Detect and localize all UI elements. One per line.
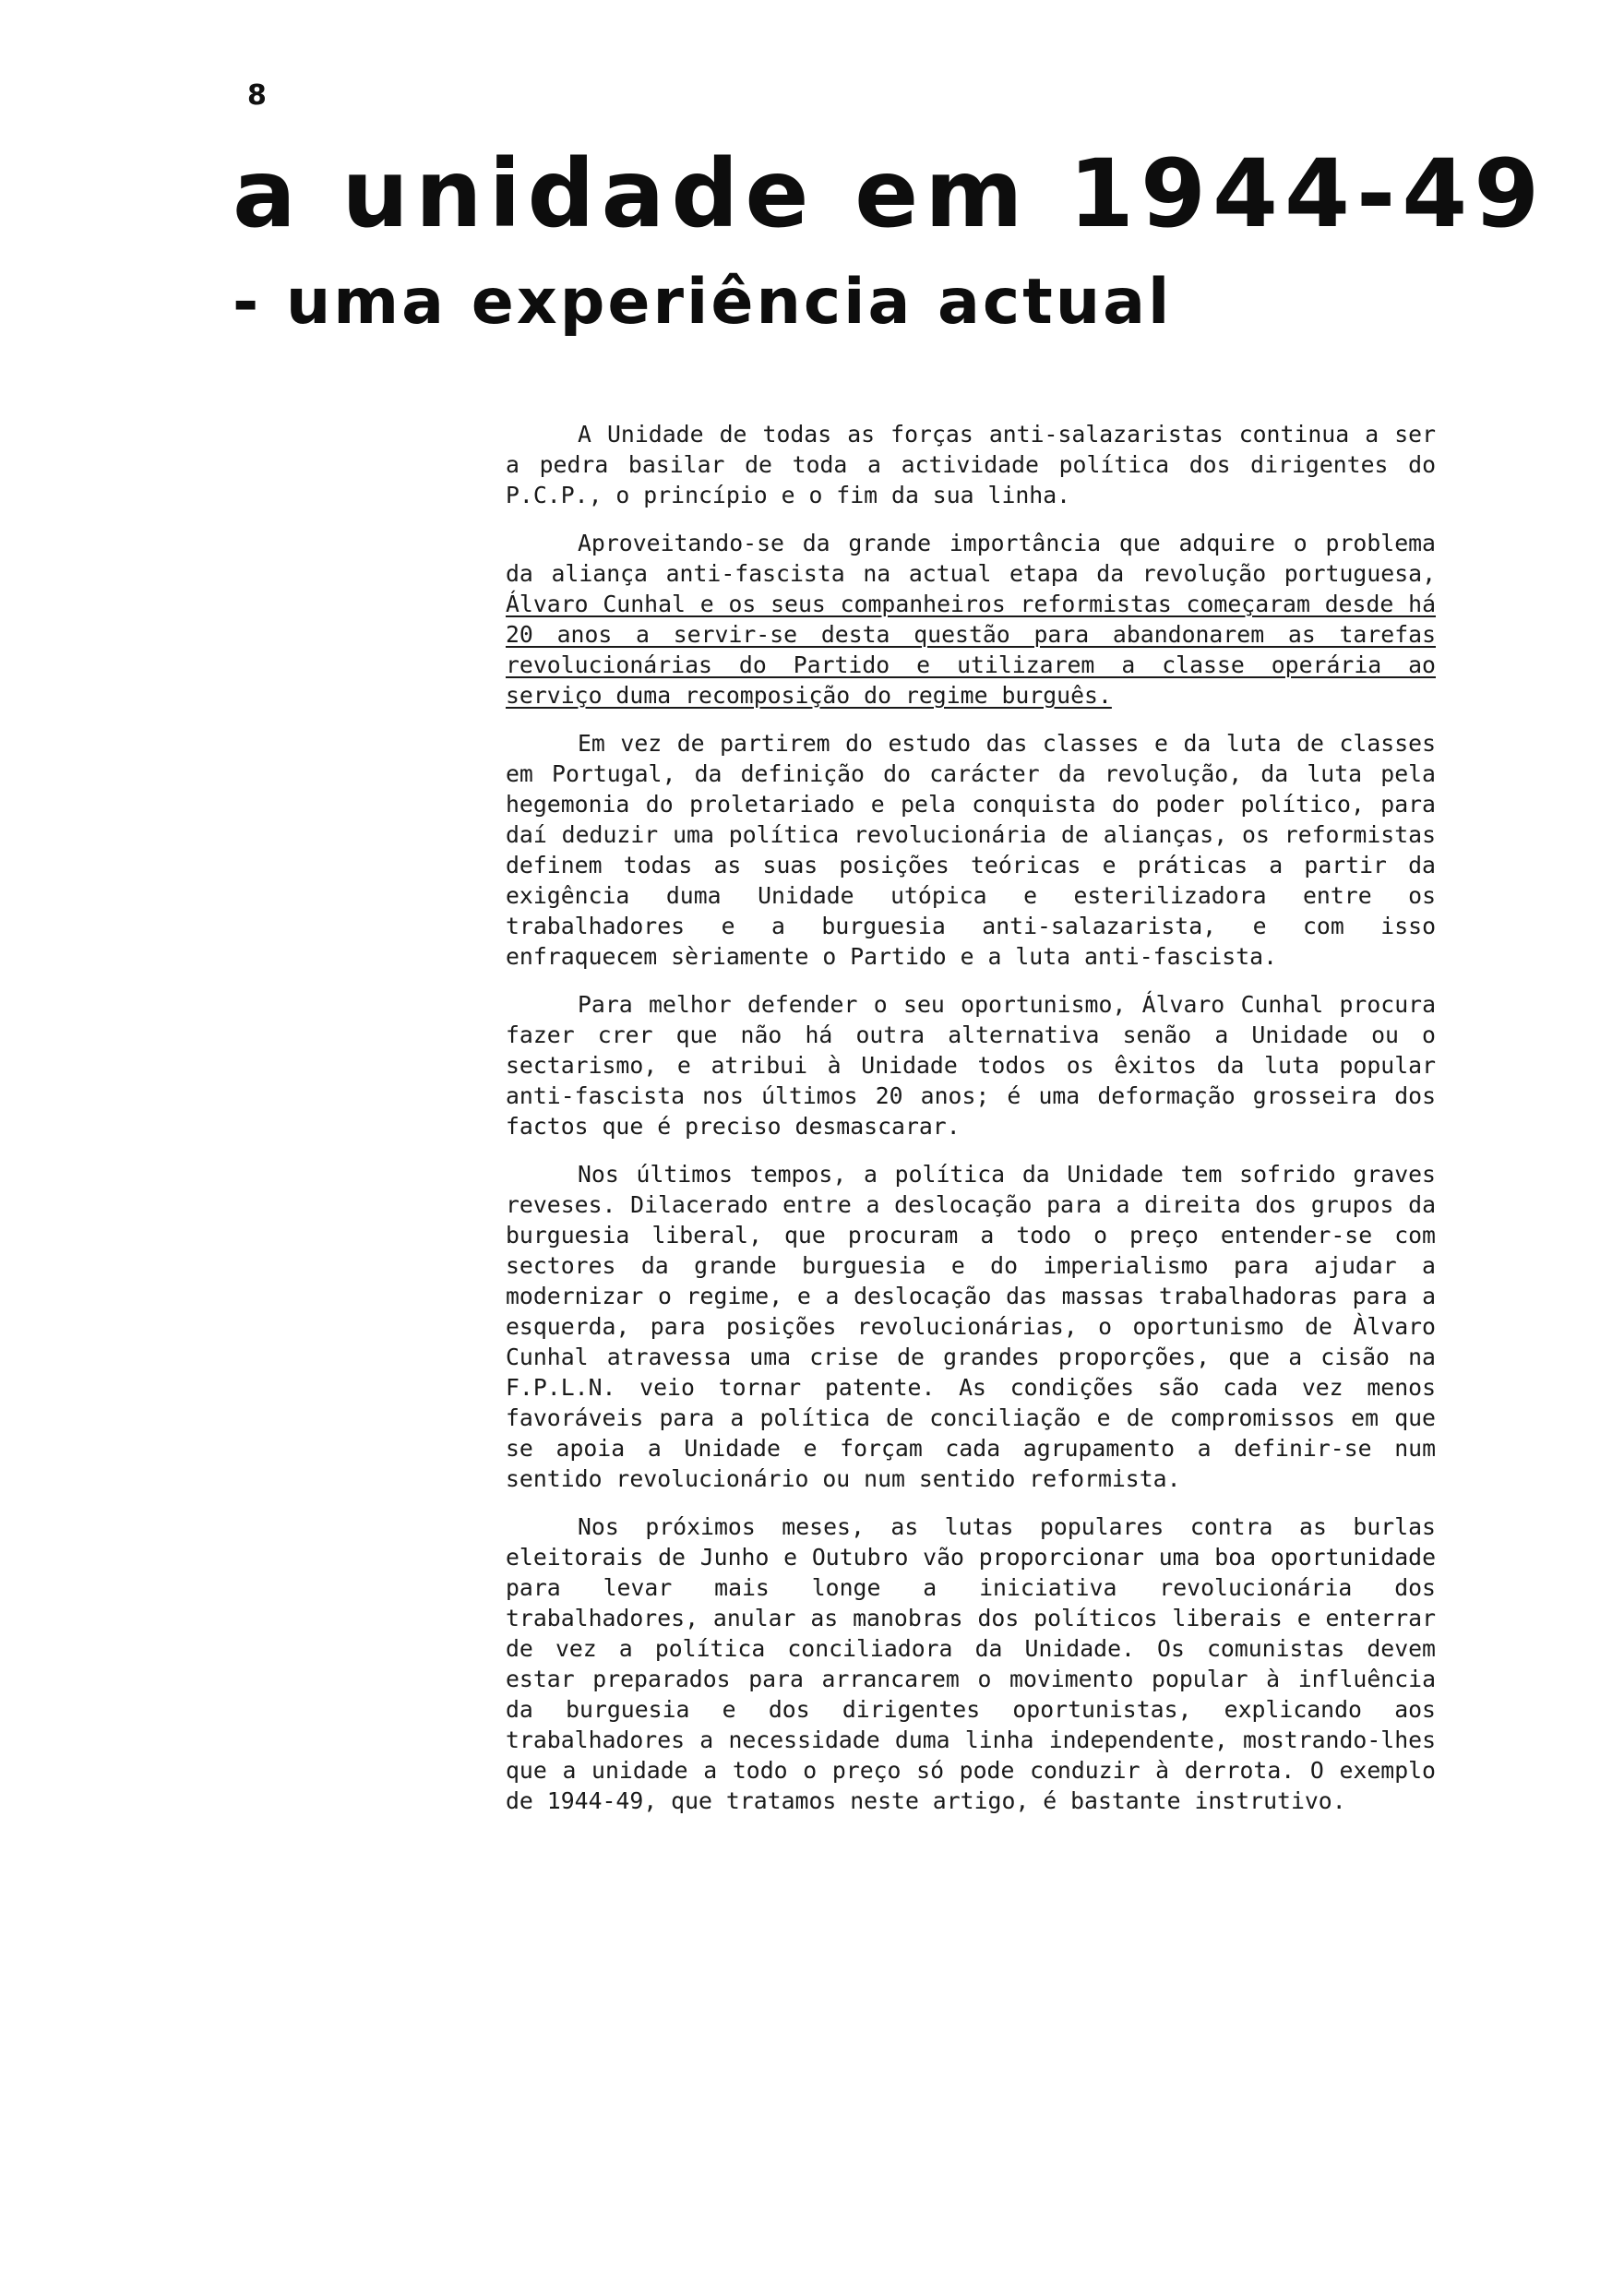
paragraph-1: A Unidade de todas as forças anti-salazaristas continua a ser a pedra basilar de toda a actividade política dos dirigentes do P.C.P., o princípio e o fim da sua linha. — [506, 421, 1436, 508]
article-title: a unidade em 1944-49 — [233, 139, 1546, 249]
paragraph-5: Nos últimos tempos, a política da Unidade tem sofrido graves reveses. Dilacerado entre a deslocação para a direita dos grupos da burguesia liberal, que procuram a todo o preço entender-se com sectores da grande burguesia e do imperialismo para ajudar a modernizar o regime, e a deslocação das massas trabalhadoras para a esquerda, para posições revolucionárias, o oportunismo de Àlvaro Cunhal atravessa uma crise de grandes proporções, que a cisão na F.P.L.N. veio tornar patente. As condições são cada vez menos favoráveis para a política de conciliação e de compromissos em que se apoia a Unidade e forçam cada agrupamento a definir-se num sentido revolucionário ou num sentido reformista. — [506, 1161, 1436, 1492]
paragraph-3: Em vez de partirem do estudo das classes e da luta de classes em Portugal, da definição do carácter da revolução, da luta pela hegemonia do proletariado e pela conquista do poder político, para daí deduzir uma política revolucionária de alianças, os reformistas definem todas as suas posições teóricas e práticas a partir da exigência duma Unidade utópica e esterilizadora entre os trabalhadores e a burguesia anti-salazarista, e com isso enfraquecem sèriamente o Partido e a luta anti-fascista. — [506, 730, 1436, 970]
paragraph-2-intro: Aproveitando-se da grande importância que adquire o problema da aliança anti-fascista na actual etapa da revolução portuguesa, — [506, 530, 1436, 587]
page-number: 8 — [247, 79, 267, 112]
paragraph-4: Para melhor defender o seu oportunismo, Álvaro Cunhal procura fazer crer que não há outra alternativa senão a Unidade ou o sectarismo, e atribui à Unidade todos os êxitos da luta popular anti-fascista nos últimos 20 anos; é uma deformação grosseira dos factos que é preciso desmascarar. — [506, 991, 1436, 1140]
article-subtitle: - uma experiência actual — [233, 266, 1173, 339]
paragraph-6: Nos próximos meses, as lutas populares contra as burlas eleitorais de Junho e Outubro vão proporcionar uma boa oportunidade para levar mais longe a iniciativa revolucionária dos trabalhadores, anular as manobras dos políticos liberais e enterrar de vez a política conciliadora da Unidade. Os comunistas devem estar preparados para arrancarem o movimento popular à influência da burguesia e dos dirigentes oportunistas, explicando aos trabalhadores a necessidade duma linha independente, mostrando-lhes que a unidade a todo o preço só pode conduzir à derrota. O exemplo de 1944-49, que tratamos neste artigo, é bastante instrutivo. — [506, 1513, 1436, 1814]
paragraph-2 — [506, 528, 1436, 711]
article-body — [506, 419, 1436, 1834]
paragraph-2-underlined-passage: Álvaro Cunhal e os seus companheiros reformistas começaram desde há 20 anos a servir-se desta questão para abandonarem as tarefas revolucionárias do Partido e utilizarem a classe operária ao serviço duma recomposição do regime burguês. — [506, 591, 1436, 709]
